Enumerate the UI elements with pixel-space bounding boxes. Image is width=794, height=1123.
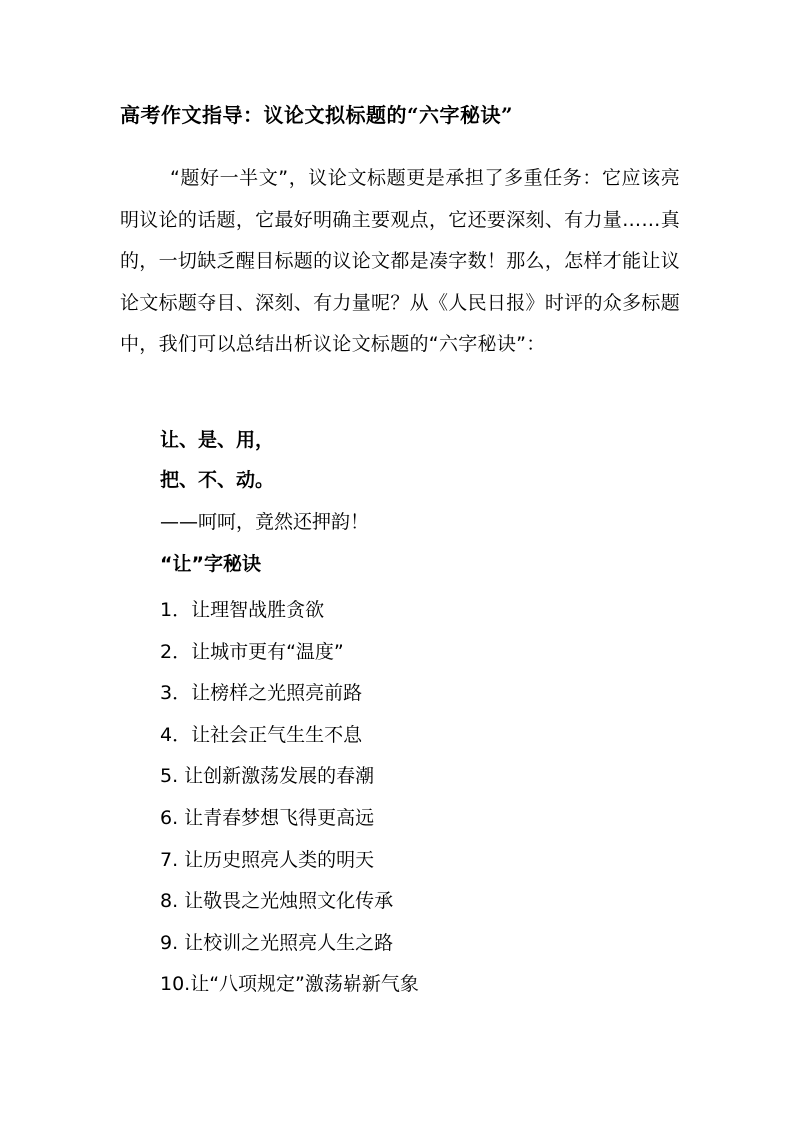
rhyme-line-1: 让、是、用， bbox=[160, 429, 275, 451]
list-item: 2．让城市更有“温度” bbox=[160, 640, 344, 663]
list-item: 4．让社会正气生生不息 bbox=[160, 723, 363, 746]
section-title: “让”字秘诀 bbox=[160, 553, 261, 575]
aside-remark: ——呵呵，竟然还押韵！ bbox=[160, 511, 370, 533]
list-item: 3．让榜样之光照亮前路 bbox=[160, 682, 363, 705]
rhyme-line-2: 把、不、动。 bbox=[160, 469, 275, 491]
intro-paragraph: “题好一半文”，议论文标题更是承担了多重任务：它应该亮明议论的话题，它最好明确主要观点，它还要深刻、有力量……真的，一切缺乏醒目标题的议论文都是凑字数！那么，怎样才能让议论文标题夺目、深刻、有力量呢？从《人民日报》时评的众多标题中，我们可以总结出析议论文标题的“六字秘诀”： bbox=[120, 167, 680, 355]
list-item: 7. 让历史照亮人类的明天 bbox=[160, 848, 375, 871]
list-item: 5. 让创新激荡发展的春潮 bbox=[160, 765, 375, 788]
list-item: 9. 让校训之光照亮人生之路 bbox=[160, 931, 394, 954]
list-item: 8. 让敬畏之光烛照文化传承 bbox=[160, 890, 394, 913]
document-title: 高考作文指导：议论文拟标题的“六字秘诀” bbox=[120, 103, 514, 127]
title-examples-list bbox=[160, 590, 419, 1006]
list-item: 10.让“八项规定”激荡崭新气象 bbox=[160, 973, 419, 996]
list-item: 6. 让青春梦想飞得更高远 bbox=[160, 806, 375, 829]
list-item: 1．让理智战胜贪欲 bbox=[160, 599, 325, 621]
